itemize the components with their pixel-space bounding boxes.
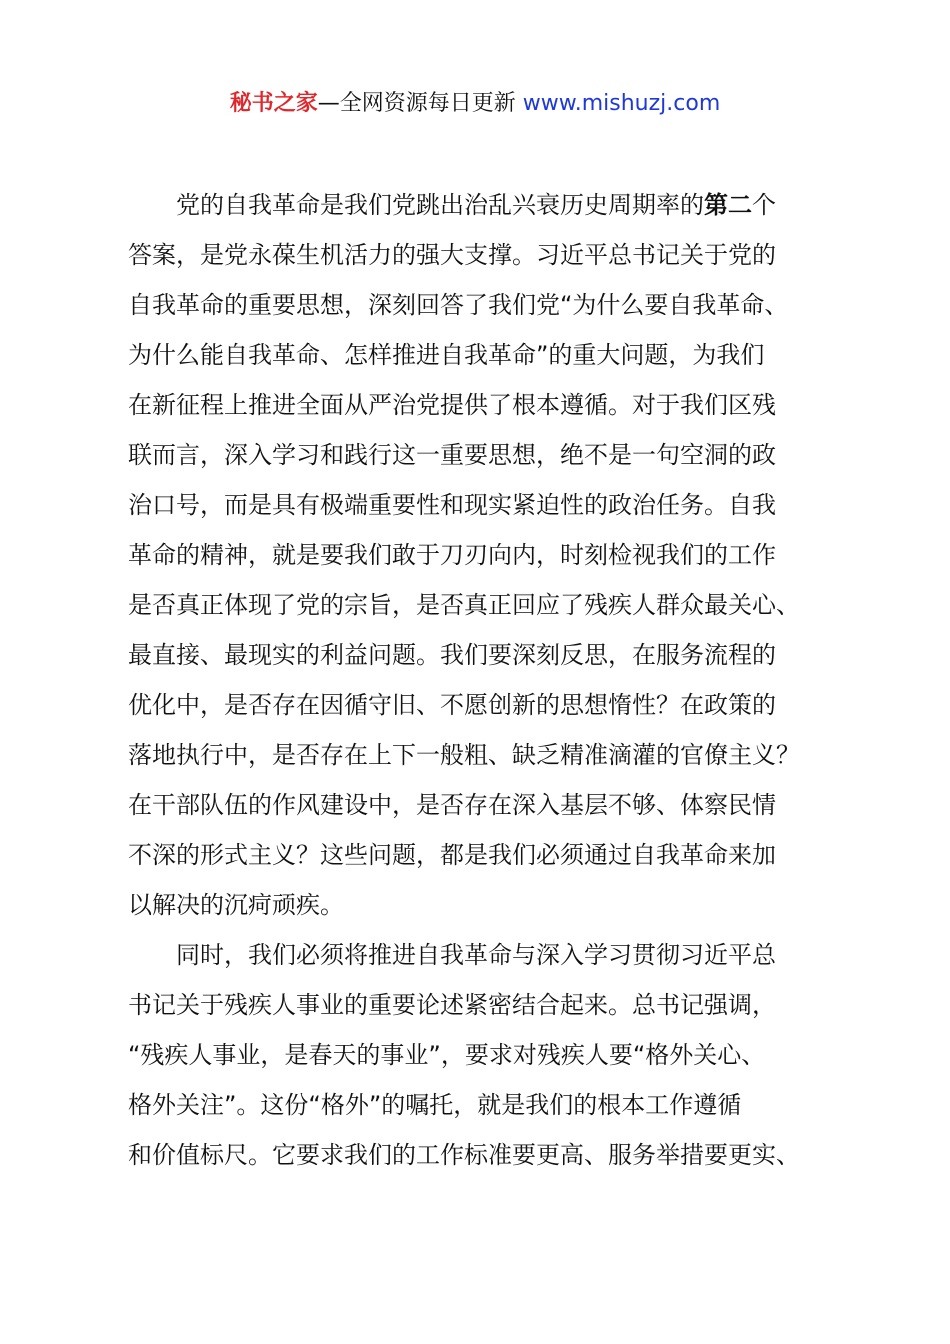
paragraph-1-line-7: 治口号，而是具有极端重要性和现实紧迫性的政治任务。自我	[128, 491, 776, 519]
paragraph-1-line-5: 在新征程上推进全面从严治党提供了根本遵循。对于我们区残	[128, 391, 776, 419]
document-body	[128, 180, 848, 1180]
bold-emphasis: 第二	[704, 191, 752, 219]
paragraph-1-line-1: 党的自我革命是我们党跳出治乱兴衰历史周期率的第二个	[128, 191, 776, 219]
site-brand: 秘书之家	[229, 91, 318, 116]
paragraph-1-line-6: 联而言，深入学习和践行这一重要思想，绝不是一句空洞的政	[128, 441, 776, 469]
paragraph-1-line-8: 革命的精神，就是要我们敢于刀刃向内，时刻检视我们的工作	[128, 541, 776, 569]
site-url-link[interactable]: www.mishuzj.com	[522, 91, 721, 116]
site-header	[0, 84, 950, 124]
paragraph-2-line-5: 和价值标尺。它要求我们的工作标准要更高、服务举措要更实、	[128, 1141, 800, 1169]
paragraph-1-line-12: 落地执行中，是否存在上下一般粗、缺乏精准滴灌的官僚主义？	[128, 741, 800, 769]
paragraph-1-line-3: 自我革命的重要思想，深刻回答了我们党“为什么要自我革命、	[128, 291, 789, 319]
paragraph-1-line-13: 在干部队伍的作风建设中，是否存在深入基层不够、体察民情	[128, 791, 776, 819]
paragraph-1-line-14: 不深的形式主义？这些问题，都是我们必须通过自我革命来加	[128, 841, 776, 869]
paragraph-2-line-3: “残疾人事业，是春天的事业”，要求对残疾人要“格外关心、	[128, 1041, 766, 1069]
paragraph-1-line-4: 为什么能自我革命、怎样推进自我革命”的重大问题，为我们	[128, 341, 765, 369]
site-tagline: —全网资源每日更新	[317, 91, 523, 116]
paragraph-1-line-10: 最直接、最现实的利益问题。我们要深刻反思，在服务流程的	[128, 641, 776, 669]
paragraph-1-line-11: 优化中，是否存在因循守旧、不愿创新的思想惰性？在政策的	[128, 691, 776, 719]
paragraph-1-line-15: 以解决的沉疴顽疾。	[128, 891, 344, 919]
paragraph-1-line-2: 答案，是党永葆生机活力的强大支撑。习近平总书记关于党的	[128, 241, 776, 269]
paragraph-2-line-1: 同时，我们必须将推进自我革命与深入学习贯彻习近平总	[128, 941, 776, 969]
paragraph-2-line-4: 格外关注”。这份“格外”的嘱托，就是我们的根本工作遵循	[128, 1091, 742, 1119]
paragraph-2-line-2: 书记关于残疾人事业的重要论述紧密结合起来。总书记强调，	[128, 991, 776, 1019]
paragraph-1-line-9: 是否真正体现了党的宗旨，是否真正回应了残疾人群众最关心、	[128, 591, 800, 619]
